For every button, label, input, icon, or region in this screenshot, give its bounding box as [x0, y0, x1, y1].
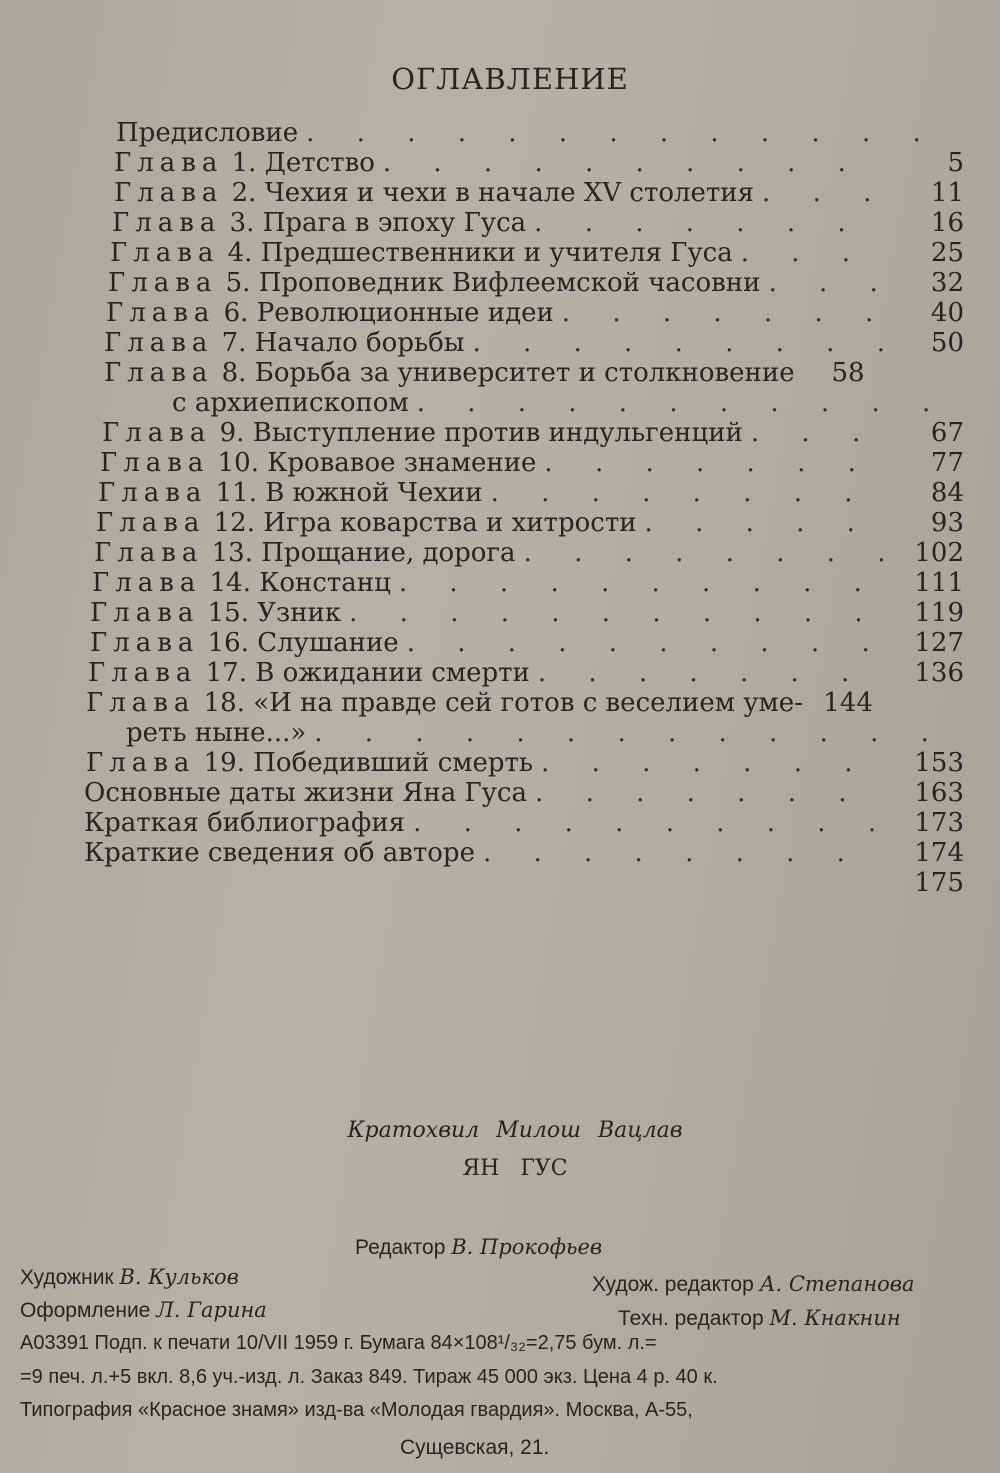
toc-page-number: 11 [930, 178, 964, 208]
toc-page-number: 77 [930, 448, 964, 478]
toc-page-number: 175 [914, 868, 964, 898]
artist-line: Художник В. Кульков [20, 1265, 239, 1289]
toc-title: ОГЛАВЛЕНИЕ [391, 62, 629, 96]
print-details-line-1: А03391 Подп. к печати 10/VII 1959 г. Бумага 84×108¹/₃₂=2,75 бум. л.= [20, 1332, 657, 1354]
toc-page-number: 127 [914, 628, 964, 658]
toc-entry-chapter-17: Глава 17. В ожидании смерти . . . 136 [88, 658, 964, 688]
print-details-line-4: Сущевская, 21. [400, 1436, 550, 1459]
table-of-contents [84, 118, 964, 898]
toc-page-number: 173 [914, 808, 964, 838]
toc-entry-chapter-2: Глава 2. Чехия и чехи в начале XV столетия . . . 11 [114, 178, 964, 208]
toc-page-number: 144 [823, 688, 873, 718]
toc-page-number: 174 [914, 838, 964, 868]
toc-entry-chapter-4: Глава 4. Предшественники и учителя Гуса . . . 25 [110, 238, 964, 268]
toc-entry-chapter-6: Глава 6. Революционные идеи . . . 40 [106, 298, 964, 328]
toc-page-number: 40 [930, 298, 964, 328]
toc-page-number: 84 [930, 478, 964, 508]
toc-entry-chapter-9: Глава 9. Выступление против индульгенций . . . 67 [102, 418, 964, 448]
toc-entry-last-page [84, 868, 964, 898]
toc-page-number: 102 [914, 538, 964, 568]
toc-entry-chapter-1: Глава 1. Детство . . . 5 [114, 148, 964, 178]
toc-page-number: 93 [930, 508, 964, 538]
toc-page-number: 119 [914, 598, 964, 628]
toc-entry-chapter-19: Глава 19. Победивший смерть . . . 153 [86, 748, 964, 778]
toc-page-number: 32 [930, 268, 964, 298]
toc-entry-chapter-18: Глава 18. «И на правде сей готов с веселием уме- 144 [86, 688, 873, 718]
toc-entry-chapter-14: Глава 14. Констанц . . . 111 [92, 568, 964, 598]
toc-page-number: 153 [914, 748, 964, 778]
toc-page-number: 58 [831, 358, 865, 388]
toc-page-number: 5 [947, 148, 964, 178]
toc-entry-chapter-16: Глава 16. Слушание . . . 127 [90, 628, 964, 658]
editor-line: Редактор В. Прокофьев [355, 1235, 603, 1259]
toc-entry-chapter-13: Глава 13. Прощание, дорога . . . 102 [94, 538, 964, 568]
toc-page-number: 163 [914, 778, 964, 808]
toc-page-number: 136 [914, 658, 964, 688]
toc-page-number: 25 [930, 238, 964, 268]
toc-entry-chapter-18-continued: реть ныне...» . . . [84, 718, 964, 748]
toc-entry-chapter-12: Глава 12. Игра коварства и хитрости . . . 93 [96, 508, 964, 538]
toc-entry-chapter-11: Глава 11. В южной Чехии . . . 84 [98, 478, 964, 508]
toc-entry-chapter-5: Глава 5. Проповедник Вифлеемской часовни . . . 32 [108, 268, 964, 298]
toc-page-number: 50 [930, 328, 964, 358]
toc-entry-about-author: Краткие сведения об авторе . . . 174 [84, 838, 964, 868]
toc-entry-chapter-8-continued: с архиепископом . . . [130, 388, 964, 418]
toc-entry-chapter-3: Глава 3. Прага в эпоху Гуса . . . 16 [112, 208, 964, 238]
toc-entry-chapter-10: Глава 10. Кровавое знамение . . . 77 [100, 448, 964, 478]
toc-page-number: 16 [930, 208, 964, 238]
toc-entry-preface [116, 118, 964, 148]
toc-page-number: 111 [914, 568, 964, 598]
toc-entry-chapter-8: Глава 8. Борьба за университет и столкновение 58 [104, 358, 865, 388]
toc-entry-label: Предисловие [116, 118, 299, 148]
imprint-book-title: ЯН ГУС [462, 1156, 568, 1181]
toc-page-number: 67 [930, 418, 964, 448]
toc-entry-dates: Основные даты жизни Яна Гуса . . . 163 [84, 778, 964, 808]
toc-entry-bibliography: Краткая библиография . . . 173 [84, 808, 964, 838]
tech-editor-line: Техн. редактор М. Кнакнин [618, 1306, 901, 1330]
art-editor-line: Худож. редактор А. Степанова [592, 1272, 915, 1296]
imprint-author: Кратохвил Милош Вацлав [347, 1118, 683, 1143]
print-details-line-2: =9 печ. л.+5 вкл. 8,6 уч.-изд. л. Заказ 849. Тираж 45 000 экз. Цена 4 р. 40 к. [20, 1366, 718, 1388]
toc-entry-chapter-7: Глава 7. Начало борьбы . . . 50 [104, 328, 964, 358]
print-details-line-3: Типография «Красное знамя» изд-ва «Молодая гвардия». Москва, А-55, [20, 1399, 693, 1421]
design-line: Оформление Л. Гарина [20, 1298, 267, 1322]
toc-entry-chapter-15: Глава 15. Узник . . . 119 [90, 598, 964, 628]
